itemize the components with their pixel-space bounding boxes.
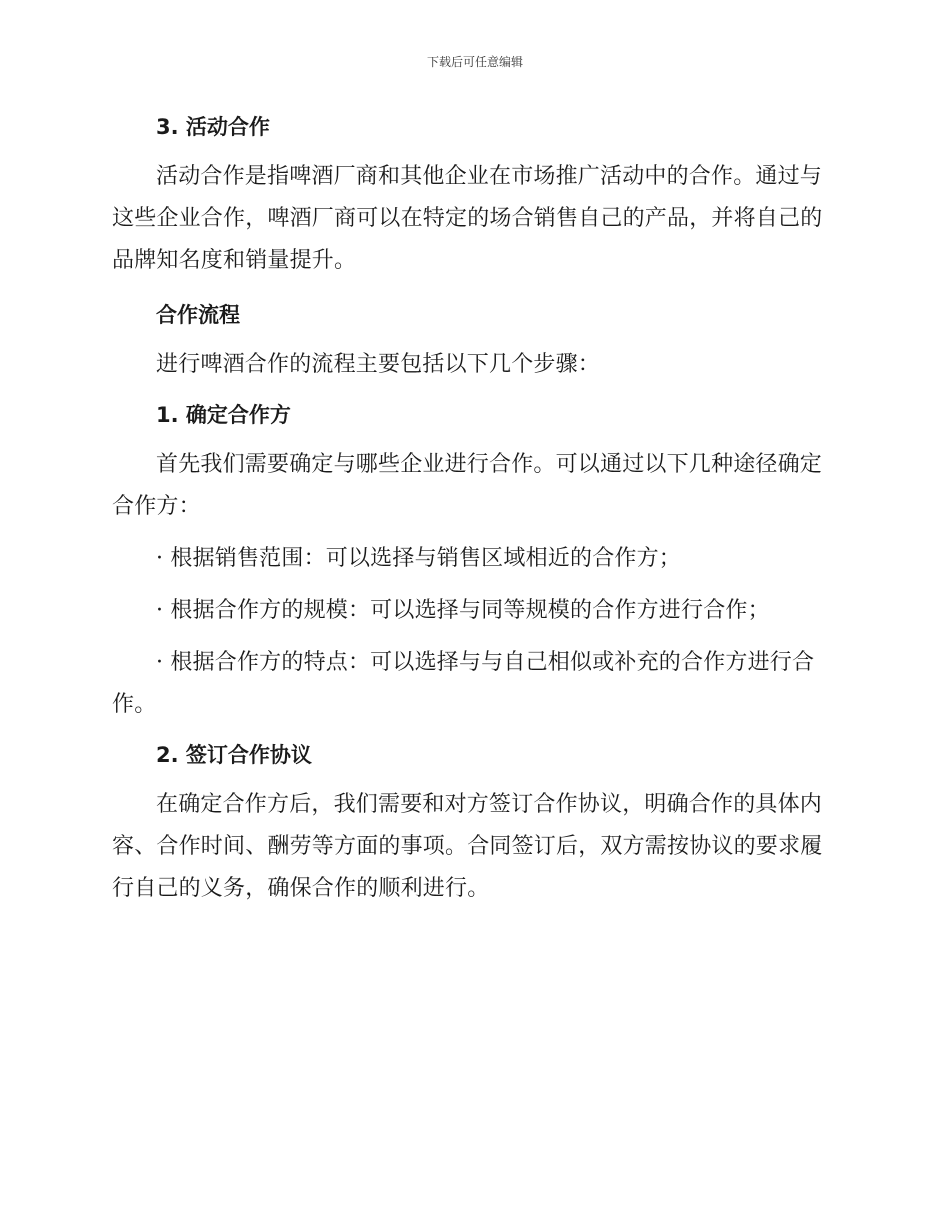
spacer	[112, 528, 832, 538]
paragraph-step-1: 首先我们需要确定与哪些企业进行合作。可以通过以下几种途径确定合作方：	[112, 452, 823, 519]
section-heading-activity-cooperation: 3. 活动合作	[156, 115, 270, 139]
page-header: 下载后可任意编辑	[426, 55, 523, 69]
spacer	[112, 580, 832, 590]
spacer	[112, 334, 832, 344]
spacer	[112, 774, 832, 784]
paragraph-process-intro: 进行啤酒合作的流程主要包括以下几个步骤：	[156, 352, 601, 377]
spacer	[112, 726, 832, 736]
paragraph-activity-cooperation: 活动合作是指啤酒厂商和其他企业在市场推广活动中的合作。通过与这些企业合作，啤酒厂商可以在特定的场合销售自己的产品，并将自己的品牌知名度和销量提升。	[112, 164, 823, 273]
spacer	[112, 146, 832, 156]
spacer	[112, 282, 832, 296]
document-body	[112, 108, 832, 910]
bullet-sales-range: · 根据销售范围：可以选择与销售区域相近的合作方；	[156, 546, 681, 571]
bullet-partner-features: · 根据合作方的特点：可以选择与与自己相似或补充的合作方进行合作。	[112, 650, 815, 717]
spacer	[112, 632, 832, 642]
spacer	[112, 386, 832, 396]
section-heading-step-2: 2. 签订合作协议	[156, 743, 312, 767]
section-heading-process: 合作流程	[156, 303, 240, 327]
bullet-partner-scale: · 根据合作方的规模：可以选择与同等规模的合作方进行合作；	[156, 598, 770, 623]
spacer	[112, 434, 832, 444]
section-heading-step-1: 1. 确定合作方	[156, 403, 291, 427]
paragraph-step-2: 在确定合作方后，我们需要和对方签订合作协议，明确合作的具体内容、合作时间、酬劳等方面的事项。合同签订后，双方需按协议的要求履行自己的义务，确保合作的顺利进行。	[112, 792, 823, 901]
